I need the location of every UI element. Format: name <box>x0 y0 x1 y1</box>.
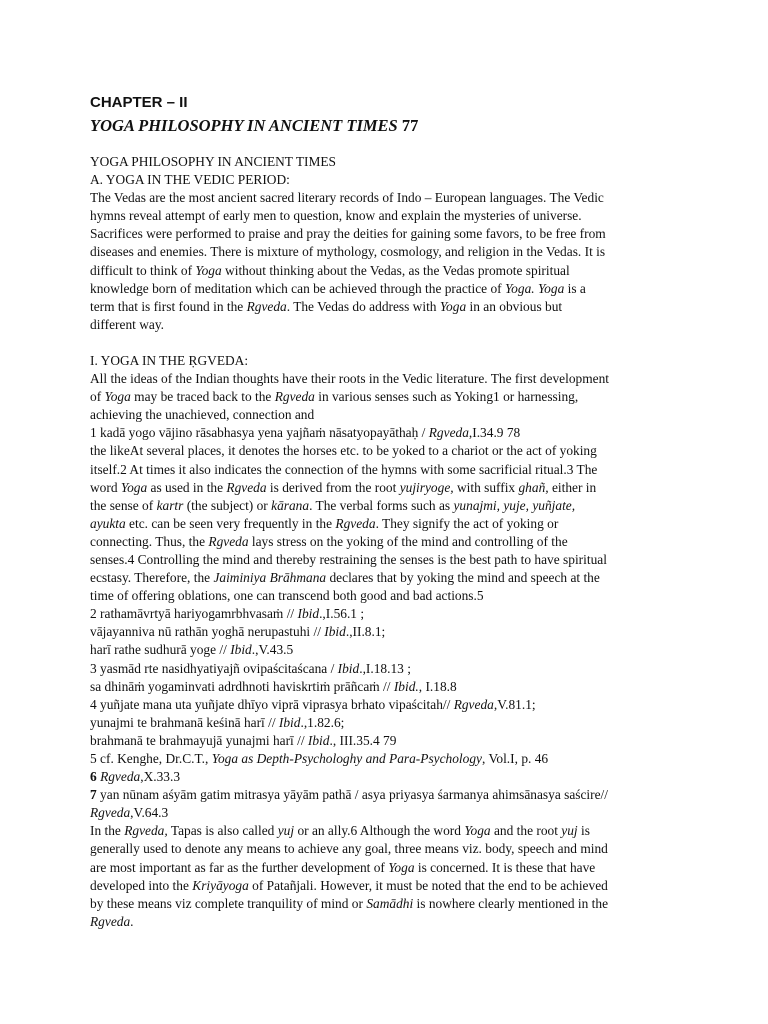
chapter-label: CHAPTER – II <box>90 94 188 111</box>
text-line: connecting. Thus, the Rgveda lays stress on the yoking of the mind and controlling of the <box>90 533 568 549</box>
italic-term: Yoga. Yoga <box>504 280 565 296</box>
rgveda-body-paragraph <box>90 442 680 605</box>
text-line: the sense of kartr (the subject) or kārana. The verbal forms such as yunajmi, yuje, yuñjate, <box>90 497 576 513</box>
text-line: All the ideas of the Indian thoughts have their roots in the Vedic literature. The first development <box>90 371 609 387</box>
text-line: 5 cf. Kenghe, Dr.C.T., Yoga as Depth-Psychologhy and Para-Psychology, Vol.I, p. 46 <box>90 751 549 766</box>
text-line: knowledge born of meditation which can be achieved through the practice of Yoga. Yoga is a <box>90 280 586 296</box>
italic-term: Jaiminiya Brāhmana <box>213 570 327 586</box>
text-line: hymns reveal attempt of early men to question, know and explain the mysteries of universe. <box>90 208 582 224</box>
italic-term: Ibid. <box>393 678 419 694</box>
italic-term: Rgveda <box>453 696 494 712</box>
italic-term: Ibid <box>297 606 320 622</box>
text-line: Rgveda,V.64.3 <box>90 805 169 821</box>
italic-term: Yoga <box>104 389 131 405</box>
text-line: time of offering oblations, one can transcend both good and bad actions.5 <box>90 588 484 604</box>
italic-term: Yoga <box>464 823 491 839</box>
footnote-marker: 7 <box>90 787 97 803</box>
text-line: 4 yuñjate mana uta yuñjate dhīyo viprā viprasya brhato vipaścitah// Rgveda,V.81.1; <box>90 696 536 712</box>
text-line: senses.4 Controlling the mind and thereby restraining the senses is the best path to have spiritual <box>90 551 607 567</box>
title-page-number: 77 <box>401 116 419 135</box>
italic-term: Ibid <box>307 732 330 748</box>
italic-term: ghañ, <box>518 479 549 495</box>
italic-term: yuj <box>561 823 578 839</box>
text-line: ecstasy. Therefore, the Jaiminiya Brāhmana declares that by yoking the mind and speech at the <box>90 570 600 586</box>
footnote-marker: 6 <box>90 769 97 785</box>
italic-term: kartr <box>156 497 184 513</box>
vedic-paragraph <box>90 189 680 334</box>
footnote-1 <box>90 424 680 442</box>
italic-term: Ibid <box>324 624 346 640</box>
italic-term: Rgveda <box>100 769 141 785</box>
text-line: The Vedas are the most ancient sacred literary records of Indo – European languages. The Vedic <box>90 190 604 206</box>
closing-paragraph <box>90 822 680 931</box>
text-line: harī rathe sudhurā yoge // Ibid.,V.43.5 <box>90 642 294 658</box>
text-line: itself.2 At times it also indicates the connection of the hymns with some sacrificial ritual.3 The <box>90 461 598 477</box>
text-line: 2 rathamāvrtyā hariyogamrbhvasaṁ // Ibid.,I.56.1 ; <box>90 606 365 622</box>
text-line: difficult to think of Yoga without thinking about the Vedas, as the Vedas promote spiritual <box>90 262 570 278</box>
text-line: diseases and enemies. There is mixture of mythology, cosmology, and religion in the Vedas. It is <box>90 244 606 260</box>
text-line: word Yoga as used in the Rgveda is derived from the root yujiryoge, with suffix ghañ, either in <box>90 479 597 495</box>
text-line: the likeAt several places, it denotes the horses etc. to be yoked to a chariot or the act of yoking <box>90 443 597 459</box>
italic-term: Ibid <box>278 714 301 730</box>
italic-term: Rgveda, <box>124 823 168 839</box>
italic-term: Ibid <box>230 642 252 658</box>
text-line: are most important as far as the further development of Yoga is concerned. It is these that have <box>90 859 596 875</box>
text-line: Rgveda. <box>90 913 134 929</box>
text-line: In the Rgveda, Tapas is also called yuj or an ally.6 Although the word Yoga and the root yuj is <box>90 823 590 839</box>
text-line: brahmanā te brahmayujā yunajmi harī // Ibid., III.35.4 79 <box>90 732 397 748</box>
text-line: 3 yasmād rte nasidhyatiyajñ ovipaścitaścana / Ibid.,I.18.13 ; <box>90 660 411 676</box>
italic-term: Rgveda <box>246 298 287 314</box>
italic-term: yunajmi, yuje, yuñjate, <box>453 497 576 513</box>
text-line: sa dhināṁ yogaminvati adrdhnoti haviskrtiṁ prāñcaṁ // Ibid., I.18.8 <box>90 678 457 694</box>
italic-term: kārana <box>271 497 310 513</box>
italic-term: Yoga as Depth-Psychologhy and Para-Psychology <box>211 751 482 766</box>
text-line: yunajmi te brahmanā keśinā harī // Ibid.,1.82.6; <box>90 714 345 730</box>
text-line: term that is first found in the Rgveda. The Vedas do address with Yoga in an obvious but <box>90 298 563 314</box>
document-page <box>90 92 680 931</box>
italic-term: Yoga <box>195 262 222 278</box>
text-line: different way. <box>90 316 164 332</box>
italic-term: ayukta <box>90 515 126 531</box>
text-line: 7 yan nūnam aśyām gatim mitrasya yāyām pathā / asya priyasya śarmanya ahimsānasya saścire// <box>90 787 608 803</box>
italic-term: Rgveda <box>428 425 469 441</box>
italic-term: Samādhi <box>366 895 414 911</box>
italic-term: Rgveda <box>208 533 249 549</box>
italic-term: Rgveda <box>90 805 131 821</box>
italic-term: yuj <box>277 823 295 839</box>
section-a-heading: A. YOGA IN THE VEDIC PERIOD: <box>90 172 290 188</box>
section-i-heading: I. YOGA IN THE ṚGVEDA: <box>90 352 249 368</box>
italic-term: Rgveda <box>90 913 131 929</box>
italic-term: Ibid <box>337 660 360 676</box>
text-line: achieving the unachieved, connection and <box>90 407 315 423</box>
text-line: 1 kadā yogo vājino rāsabhasya yena yajñaṁ nāsatyopayāthaḥ / Rgveda,I.34.9 78 <box>90 425 521 441</box>
text-line: 6 Rgveda,X.33.3 <box>90 769 181 785</box>
chapter-title <box>90 114 680 138</box>
italic-term: Rgveda <box>335 515 376 531</box>
text-line: by these means viz complete tranquility of mind or Samādhi is nowhere clearly mentioned in the <box>90 895 609 911</box>
text-line: developed into the Kriyāyoga of Patañjali. However, it must be noted that the end to be achieved <box>90 877 608 893</box>
text-line: of Yoga may be traced back to the Rgveda in various senses such as Yoking1 or harnessing, <box>90 389 579 405</box>
section-heading: YOGA PHILOSOPHY IN ANCIENT TIMES <box>90 154 337 169</box>
italic-term: Rgveda <box>274 389 315 405</box>
chapter-title-text: YOGA PHILOSOPHY IN ANCIENT TIMES <box>90 116 398 135</box>
text-line: ayukta etc. can be seen very frequently in the Rgveda. They signify the act of yoking or <box>90 515 559 531</box>
italic-term: Yoga <box>439 298 467 314</box>
italic-term: Yoga <box>388 859 415 875</box>
italic-term: Kriyāyoga <box>192 877 249 893</box>
rgveda-intro-paragraph <box>90 370 680 424</box>
italic-term: Rgveda <box>226 479 267 495</box>
text-line: vājayanniva nū rathān yoghā nerupastuhi // Ibid.,II.8.1; <box>90 624 386 640</box>
italic-term: Yoga <box>120 479 148 495</box>
text-line: Sacrifices were performed to praise and pray the deities for gaining some favors, to be free from <box>90 226 606 242</box>
italic-term: yujiryoge, <box>399 479 454 495</box>
footnotes-block <box>90 605 680 822</box>
text-line: generally used to denote any means to achieve any goal, three means viz. body, speech and mind <box>90 841 608 857</box>
